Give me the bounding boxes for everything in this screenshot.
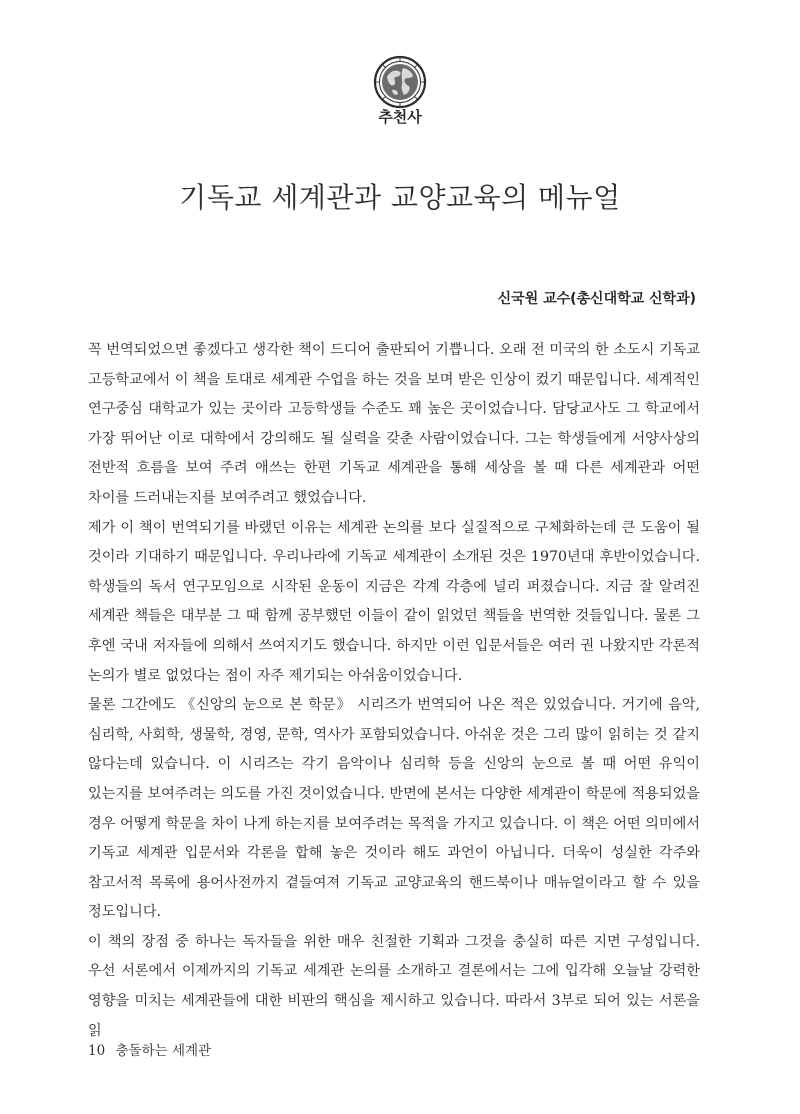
body-text [88, 336, 700, 1046]
running-title: 충돌하는 세계관 [115, 1043, 212, 1059]
paragraph: 물론 그간에도 《신앙의 눈으로 본 학문》 시리즈가 번역되어 나온 적은 있었습니다. 거기에 음악, 심리학, 사회학, 생물학, 경영, 문학, 역사가 포함되었습니다. 아쉬운 것은 그리 많이 읽히는 것 같지 않다는데 있습니다. 이 시리즈는 각기 음악이나 심리학 등을 신앙의 눈으로 볼 때 어떤 유익이 있는지를 보여주려는 의도를 가진 것이었습니다. 반면에 본서는 다양한 세계관이 학문에 적용되었을 경우 어떻게 학문을 차이 나게 하는지를 보여주려는 목적을 가지고 있습니다. 이 책은 어떤 의미에서 기독교 세계관 입문서와 각론을 합해 놓은 것이라 해도 과언이 아닙니다. 더욱이 성실한 각주와 참고서적 목록에 용어사전까지 곁들여져 기독교 교양교육의 핸드북이나 매뉴얼이라고 할 수 있을 정도입니다. [88, 697, 700, 921]
section-label: 추천사 [378, 108, 422, 126]
paragraph: 제가 이 책이 번역되기를 바랬던 이유는 세계관 논의를 보다 실질적으로 구체화하는데 큰 도움이 될 것이라 기대하기 때문입니다. 우리나라에 기독교 세계관이 소개된 것은 1970년대 후반이었습니다. 학생들의 독서 연구모임으로 시작된 운동이 지금은 각계 각층에 널리 퍼졌습니다. 지금 잘 알려진 세계관 책들은 대부분 그 때 함께 공부했던 이들이 같이 읽었던 책들을 번역한 것들입니다. 물론 그 후엔 국내 저자들에 의해서 쓰여지기도 했습니다. 하지만 이런 입문서들은 여러 권 나왔지만 각론적 논의가 별로 없었다는 점이 자주 제기되는 아쉬움이었습니다. [88, 519, 700, 684]
author-byline: 신국원 교수(총신대학교 신학과) [497, 291, 696, 307]
page-title: 기독교 세계관과 교양교육의 메뉴얼 [179, 181, 621, 214]
paragraph: 꼭 번역되었으면 좋겠다고 생각한 책이 드디어 출판되어 기쁩니다. 오래 전 미국의 한 소도시 기독교 고등학교에서 이 책을 토대로 세계관 수업을 하는 것을 보며 받은 인상이 컸기 때문입니다. 세계적인 연구중심 대학교가 있는 곳이라 고등학생들 수준도 꽤 높은 곳이었습니다. 담당교사도 그 학교에서 가장 뛰어난 이로 대학에서 강의해도 될 실력을 갖춘 사람이었습니다. 그는 학생들에게 서양사상의 전반적 흐름을 보여 주려 애쓰는 한편 기독교 세계관을 통해 세상을 볼 때 다른 세계관과 어떤 차이를 드러내는지를 보여주려고 했었습니다. [88, 342, 700, 506]
page-footer [88, 1039, 211, 1059]
globe-emblem-icon [373, 55, 427, 109]
page-number: 10 [88, 1043, 106, 1059]
paragraph: 이 책의 장점 중 하나는 독자들을 위한 매우 친절한 기획과 그것을 충실히 따른 지면 구성입니다. 우선 서론에서 이제까지의 기독교 세계관 논의를 소개하고 결론에서는 그에 입각해 오늘날 강력한 영향을 미치는 세계관들에 대한 비판의 핵심을 제시하고 있습니다. 따라서 3부로 되어 있는 서론을 읽 [88, 933, 700, 1039]
